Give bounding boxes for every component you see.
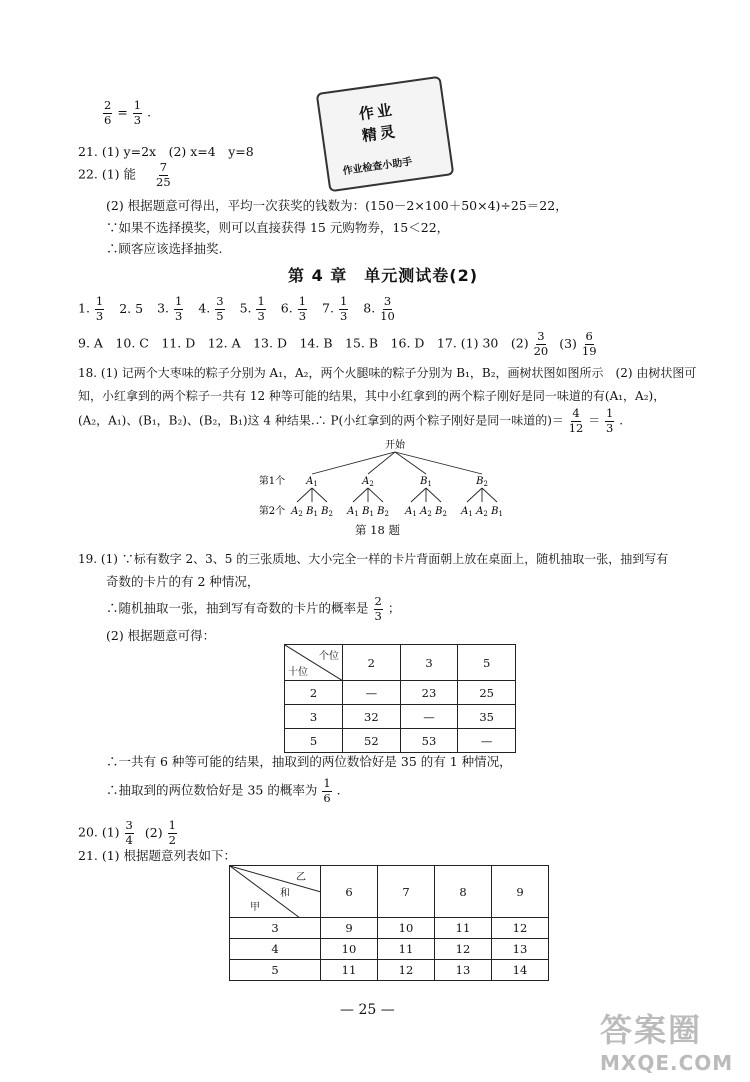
table-cell: 52 — [343, 729, 401, 753]
table-cell: — — [458, 729, 516, 753]
row-header: 3 — [285, 705, 343, 729]
q22-part2-line3: ∴顾客应该选择抽奖. — [106, 241, 223, 256]
q19-line3: ∴随机抽取一张，抽到写有奇数的卡片的概率是 $\frac{2}{3}$ ； — [106, 594, 401, 623]
answer-label: 2. 5 — [119, 300, 144, 316]
tree-node-level1: $A_2$ — [362, 476, 374, 488]
fraction: $\frac{1}{2}$ — [168, 818, 176, 847]
fraction: $\frac{1}{3}$ — [298, 294, 307, 323]
tree-branch — [312, 488, 327, 502]
q18-line3: (A₂，A₁)、(B₁，B₂)、(B₂，B₁)这 4 种结果.∴ P(小红拿到的两个粽子刚好是同一味道的)＝ $\frac{4}{12}$ ＝ $\frac{1}{3}$ . — [78, 406, 624, 435]
tree-branch — [467, 488, 482, 502]
fraction: $\frac{7}{25}$ — [156, 160, 171, 189]
q22-part2-line2: ∵如果不选择摸奖，则可以直接获得 15 元购物券，15＜22， — [106, 220, 450, 235]
table-corner-cell: 个位 十位 — [285, 645, 343, 681]
q19-line2: 奇数的卡片的有 2 种情况， — [106, 574, 260, 589]
table-row — [285, 681, 516, 705]
column-header: 3 — [400, 645, 458, 681]
page-number: — 25 — — [340, 1002, 395, 1018]
fraction: $\frac{6}{19}$ — [581, 329, 597, 358]
fraction: $\frac{3}{10}$ — [380, 294, 395, 323]
answer-item — [281, 296, 308, 322]
table-cell: 23 — [400, 681, 458, 705]
tree-node-level2: $B_2$ — [377, 506, 389, 518]
tree-branch — [297, 488, 312, 502]
tree-branch — [312, 452, 395, 474]
q19-line5: ∴一共有 6 种等可能的结果，抽取到的两位数恰好是 35 的有 1 种情况， — [106, 754, 512, 769]
tree-node-level2: $B_1$ — [306, 506, 318, 518]
answer-label: 5. — [239, 300, 256, 316]
answer-label: 8. — [363, 300, 380, 316]
q18-line2: 知，小红拿到的两个粽子一共有 12 种等可能的结果，其中小红拿到的两个粽子刚好是同一味道的有(A₁，A₂)， — [78, 389, 666, 403]
tree-caption: 第 18 题 — [355, 523, 400, 537]
tree-branch — [395, 452, 426, 474]
answer-item — [157, 296, 184, 322]
table-row — [230, 939, 549, 960]
table-cell: 11 — [378, 939, 435, 960]
table-cell: 14 — [492, 960, 549, 981]
fraction: $\frac{2}{6}$ — [104, 98, 112, 127]
answer-item — [240, 296, 267, 322]
fraction: $\frac{1}{3}$ — [257, 294, 265, 323]
tree-node-level2: $A_1$ — [405, 506, 417, 518]
column-header: 2 — [343, 645, 401, 681]
answer-label: 3. — [157, 300, 173, 316]
watermark-logo: 答案圈 MXQE.COM — [600, 1011, 734, 1075]
table-row — [285, 729, 516, 753]
tree-node-level2: $B_1$ — [491, 506, 503, 518]
table-cell: 10 — [321, 939, 378, 960]
column-header: 5 — [458, 645, 516, 681]
tree-level2-label: 第2个 — [258, 506, 286, 517]
q19-line4: (2) 根据题意可得： — [106, 628, 216, 643]
tree-node-level2: $A_2$ — [420, 506, 432, 518]
tree-node-level1: $B_1$ — [420, 476, 432, 488]
q19-line1: 19. (1) ∵标有数字 2、3、5 的三张质地、大小完全一样的卡片背面朝上放在桌面上，随机抽取一张，抽到写有 — [78, 552, 669, 566]
fraction: $\frac{1}{6}$ — [323, 776, 331, 805]
fraction: $\frac{1}{3}$ — [133, 98, 142, 127]
table-cell: 53 — [400, 729, 458, 753]
fraction: $\frac{1}{3}$ — [606, 406, 614, 435]
fraction: $\frac{3}{20}$ — [533, 329, 549, 358]
tree-node-level2: $B_1$ — [362, 506, 374, 518]
answer-label: 7. — [322, 300, 338, 316]
table-cell: 32 — [343, 705, 401, 729]
chapter-heading: 第 4 章 单元测试卷(2) — [288, 266, 479, 285]
table-cell: 10 — [378, 918, 435, 939]
tree-node-level1: $B_2$ — [476, 476, 488, 488]
table-cell: 13 — [435, 960, 492, 981]
table-cell: 35 — [458, 705, 516, 729]
fraction: $\frac{3}{5}$ — [216, 294, 224, 323]
answer-label: 1. — [78, 300, 94, 316]
tree-node-level2: $B_2$ — [435, 506, 447, 518]
tree-diagram — [250, 436, 520, 524]
table-cell: 11 — [435, 918, 492, 939]
table-cell: 11 — [321, 960, 378, 981]
q21-part1-line: 21. (1) 根据题意列表如下： — [78, 848, 237, 863]
tree-node-level2: $A_2$ — [476, 506, 488, 518]
q22-answer: 22. (1) 能 $\frac{7}{25}$ — [78, 160, 171, 189]
column-header: 7 — [378, 866, 435, 918]
answer-item — [78, 296, 105, 322]
answer-item — [322, 296, 349, 322]
top-fraction-line: $\frac{2}{6}$ = $\frac{1}{3}$ . — [104, 98, 152, 127]
tree-branch — [368, 488, 383, 502]
tree-branch — [411, 488, 426, 502]
fraction: $\frac{1}{3}$ — [339, 294, 348, 323]
table-cell: 13 — [492, 939, 549, 960]
answer-label: 6. — [280, 300, 297, 316]
tree-node-level2: $A_1$ — [461, 506, 473, 518]
table-row — [230, 918, 549, 939]
tree-node-level2: $A_1$ — [347, 506, 359, 518]
q20-answer: 20. (1) $\frac{3}{4}$ (2) $\frac{1}{2}$ — [78, 818, 176, 847]
column-header: 6 — [321, 866, 378, 918]
q19-line6: ∴抽取到的两位数恰好是 35 的概率为 $\frac{1}{6}$ . — [106, 776, 341, 805]
table-row — [285, 705, 516, 729]
row-header: 3 — [230, 918, 321, 939]
table-cell: — — [400, 705, 458, 729]
tree-branch — [395, 452, 482, 474]
fraction: $\frac{3}{4}$ — [125, 818, 133, 847]
two-digit-table — [284, 644, 516, 753]
q22-part2-line1: (2) 根据题意可得出，平均一次获奖的钱数为：(150－2×100＋50×4)÷25＝22， — [106, 198, 568, 213]
fraction: $\frac{2}{3}$ — [374, 594, 382, 623]
fraction: $\frac{1}{3}$ — [95, 294, 104, 323]
table-corner-cell: 乙 和 甲 — [230, 866, 321, 918]
answer-label: 4. — [198, 300, 215, 316]
row-header: 5 — [285, 729, 343, 753]
fraction: $\frac{4}{12}$ — [568, 406, 584, 435]
tree-level1-label: 第1个 — [258, 476, 286, 487]
tree-node-level2: $B_2$ — [321, 506, 333, 518]
table-cell: 12 — [492, 918, 549, 939]
q21-answer: 21. (1) y=2x (2) x=4 y=8 — [78, 144, 254, 159]
answers-row-2: 9. A 10. C 11. D 12. A 13. D 14. B 15. B 16. D 17. (1) 30 (2) $\frac{3}{20}$ (3) $\frac{6}{19}$ — [78, 329, 597, 358]
answer-item — [363, 296, 396, 322]
homework-stamp-logo: 作业 精灵 作业检查小助手 — [316, 76, 455, 193]
answer-item — [198, 296, 225, 322]
table-cell: 25 — [458, 681, 516, 705]
table-cell: — — [343, 681, 401, 705]
tree-branch — [426, 488, 441, 502]
q18-line1: 18. (1) 记两个大枣味的粽子分别为 A₁，A₂，两个火腿味的粽子分别为 B₁，B₂，画树状图如图所示 (2) 由树状图可 — [78, 366, 697, 380]
table-cell: 12 — [378, 960, 435, 981]
table-cell: 12 — [435, 939, 492, 960]
tree-root: 开始 — [385, 440, 405, 451]
answer-item — [119, 301, 143, 316]
column-header: 8 — [435, 866, 492, 918]
tree-branch — [482, 488, 497, 502]
tree-node-level1: $A_1$ — [306, 476, 318, 488]
answers-row-1 — [78, 296, 410, 322]
fraction: $\frac{1}{3}$ — [175, 294, 183, 323]
column-header: 9 — [492, 866, 549, 918]
row-header: 4 — [230, 939, 321, 960]
row-header: 5 — [230, 960, 321, 981]
tree-branch — [353, 488, 368, 502]
table-row — [230, 960, 549, 981]
tree-node-level2: $A_2$ — [291, 506, 303, 518]
sum-table — [229, 865, 549, 981]
row-header: 2 — [285, 681, 343, 705]
table-cell: 9 — [321, 918, 378, 939]
